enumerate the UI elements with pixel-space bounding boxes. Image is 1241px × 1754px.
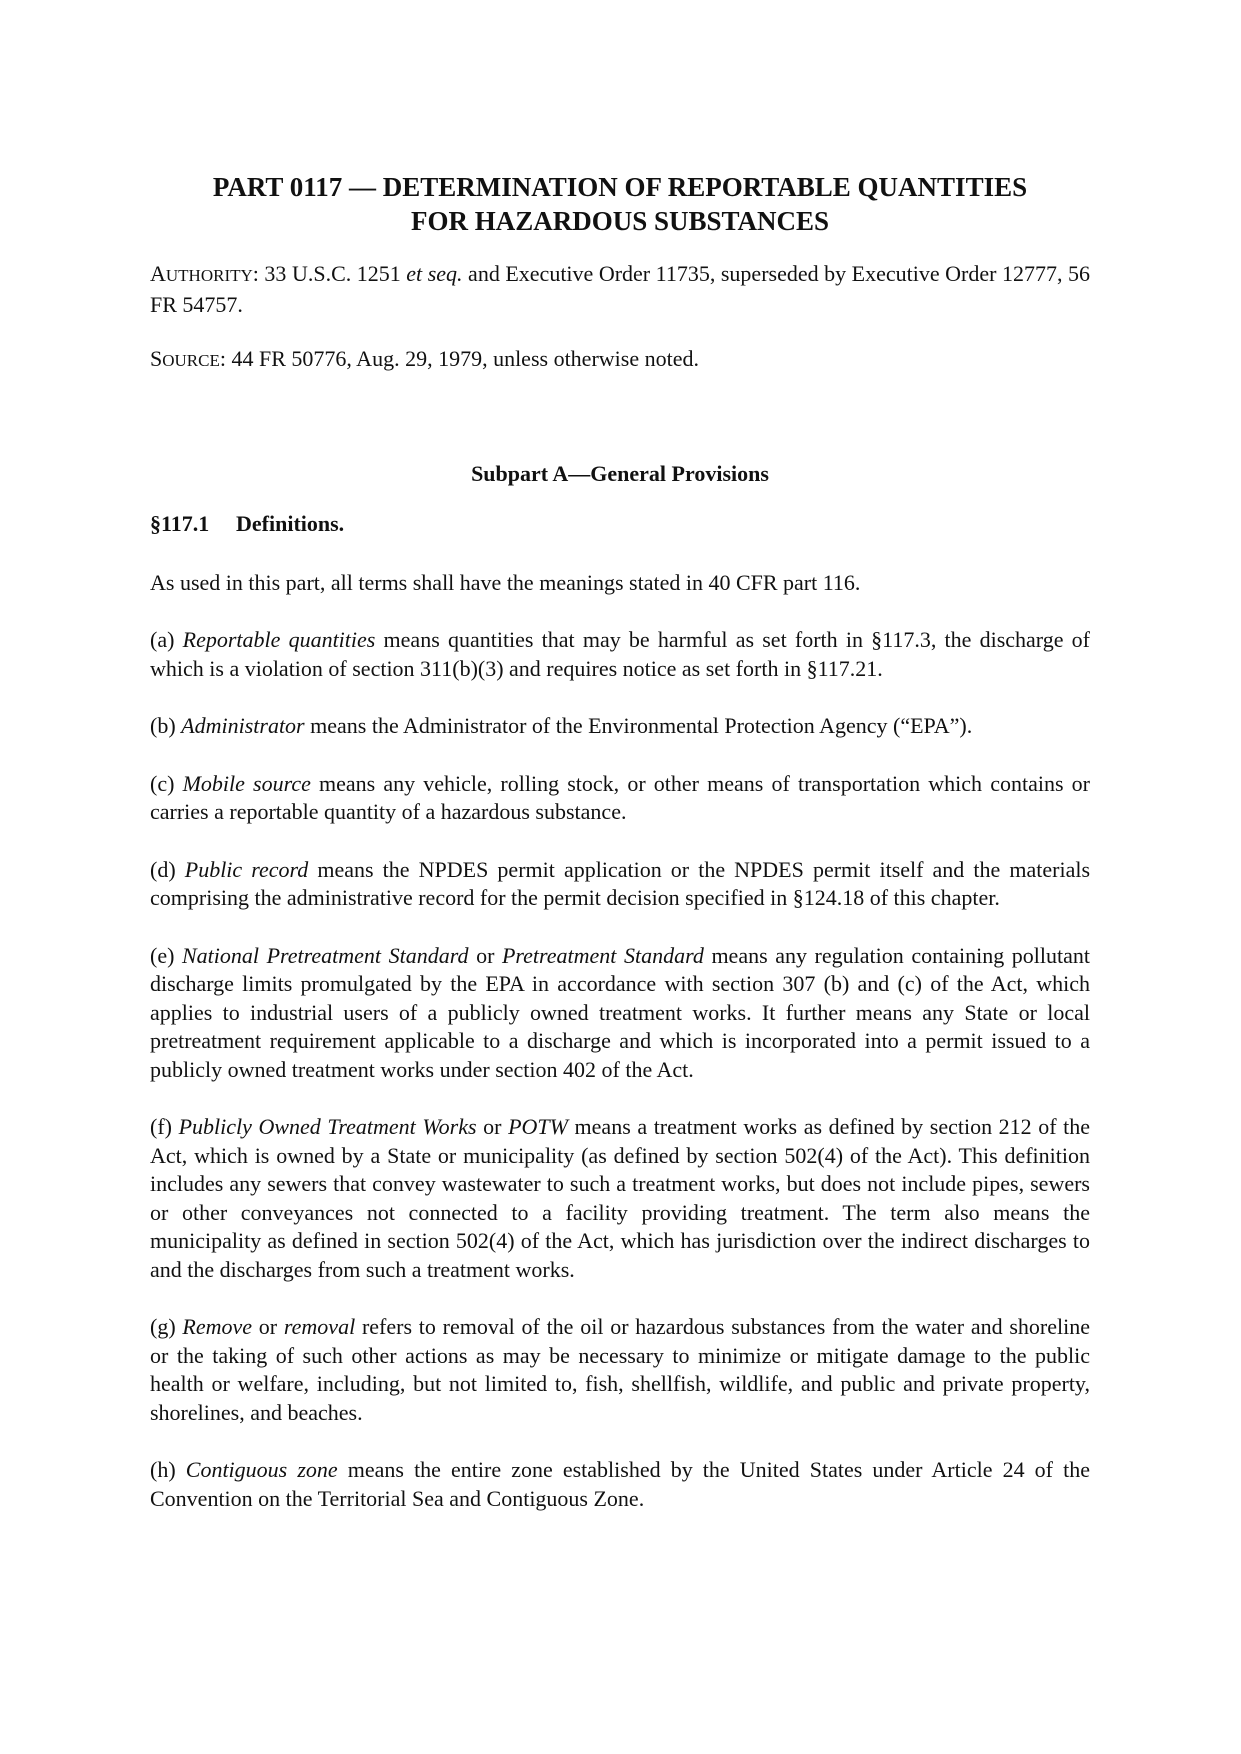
definition-paragraph xyxy=(150,1313,1090,1427)
definition-label: (h) xyxy=(150,1457,186,1482)
authority-text-a: : 33 U.S.C. 1251 xyxy=(252,261,407,286)
definition-term: National Pretreatment Standard xyxy=(182,942,469,968)
definition-term: Remove xyxy=(182,1314,253,1339)
document-page xyxy=(150,170,1090,1542)
definition-text: refers to removal of the oil or hazardous substances from the water and shoreline or the taking of such other actions as may be necessary to minimize or mitigate damage to the public health or welfare, including, but not limited to, fish, shellfish, wildlife, and public and private property, shorelines, and beaches. xyxy=(150,1314,1091,1425)
part-title xyxy=(150,170,1090,238)
definition-term: Reportable quantities xyxy=(182,627,376,652)
definition-term-alt: removal xyxy=(283,1314,356,1339)
definition-term: Mobile source xyxy=(182,770,311,796)
definition-connector: or xyxy=(476,1114,509,1139)
definition-connector: or xyxy=(252,1314,284,1339)
definition-text: means a treatment works as defined by section 212 of the Act, which is owned by a State or municipality (as defined by section 502(4) of the Act). This definition includes any sewers that convey wastewater to such a treatment works, but does not include pipes, sewers or other conveyances not connected to a facility providing treatment. The term also means the municipality as defined in section 502(4) of the Act, which has jurisdiction over the indirect discharges to and the discharges from such a treatment works. xyxy=(150,1114,1091,1282)
section-number: §117.1 xyxy=(150,511,210,536)
source-text: : 44 FR 50776, Aug. 29, 1979, unless otherwise noted. xyxy=(219,346,699,371)
definition-label: (g) xyxy=(150,1314,183,1339)
source-label-first: S xyxy=(150,346,163,371)
authority-label-rest: UTHORITY xyxy=(165,266,253,285)
part-title-line-2: FOR HAZARDOUS SUBSTANCES xyxy=(410,206,830,236)
definition-paragraph xyxy=(150,626,1090,683)
definition-label: (a) xyxy=(150,627,183,652)
definition-paragraph xyxy=(150,770,1090,827)
definition-label: (d) xyxy=(150,856,185,882)
definition-paragraph xyxy=(150,712,1090,741)
definition-text: means the NPDES permit application or the NPDES permit itself and the materials comprising the administrative record for the permit decision specified in §124.18 of this chapter. xyxy=(150,856,1091,910)
definition-paragraph xyxy=(150,1456,1090,1513)
section-heading xyxy=(150,510,1090,539)
definition-connector: or xyxy=(468,942,502,968)
authority-note xyxy=(150,260,1090,319)
definition-term: Administrator xyxy=(181,713,305,738)
definition-paragraph xyxy=(150,942,1090,1085)
definitions-list xyxy=(150,626,1090,1513)
source-label-rest: OURCE xyxy=(162,351,220,370)
authority-text-b: and Executive Order 11735, superseded by Executive Order 12777, 56 FR 54757. xyxy=(150,261,1090,317)
definition-term: Contiguous zone xyxy=(185,1457,338,1482)
definition-term: Public record xyxy=(184,856,309,882)
definition-text: means the entire zone established by the United States under Article 24 of the Convention on the Territorial Sea and Contiguous Zone. xyxy=(150,1457,1090,1511)
section-title: Definitions. xyxy=(236,511,345,536)
definition-paragraph xyxy=(150,1113,1090,1284)
subpart-heading: Subpart A―General Provisions xyxy=(471,460,769,486)
source-note xyxy=(150,345,1090,376)
definition-paragraph xyxy=(150,856,1090,913)
definition-label: (c) xyxy=(150,770,183,796)
definition-label: (b) xyxy=(150,713,182,738)
definition-label: (e) xyxy=(150,942,182,968)
definition-label: (f) xyxy=(150,1114,179,1139)
authority-label-first: A xyxy=(150,261,166,286)
definition-term: Publicly Owned Treatment Works xyxy=(178,1114,477,1139)
part-title-line-1: PART 0117 ― DETERMINATION OF REPORTABLE QUANTITIES xyxy=(212,172,1028,202)
authority-italic: et seq. xyxy=(406,261,463,286)
intro-paragraph: As used in this part, all terms shall have the meanings stated in 40 CFR part 116. xyxy=(150,569,861,595)
definition-text: means any regulation containing pollutant discharge limits promulgated by the EPA in accordance with section 307 (b) and (c) of the Act, which applies to industrial users of a publicly owned treatment works. It further means any State or local pretreatment requirement applicable to a discharge and which is incorporated into a permit issued to a publicly owned treatment works under section 402 of the Act. xyxy=(150,942,1090,1082)
definition-text: means the Administrator of the Environmental Protection Agency (“EPA”). xyxy=(304,713,973,738)
definition-term-alt: Pretreatment Standard xyxy=(501,942,704,968)
definition-term-alt: POTW xyxy=(508,1114,568,1139)
definition-text: means any vehicle, rolling stock, or other means of transportation which contains or carries a reportable quantity of a hazardous substance. xyxy=(150,770,1090,824)
definition-text: means quantities that may be harmful as set forth in §117.3, the discharge of which is a violation of section 311(b)(3) and requires notice as set forth in §117.21. xyxy=(150,627,1091,681)
